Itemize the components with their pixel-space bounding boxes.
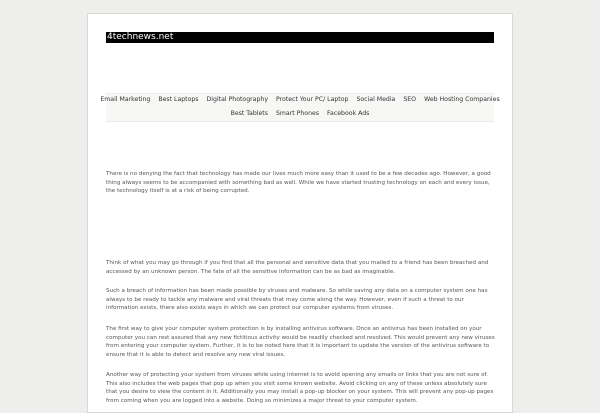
nav-row-1 (100, 96, 500, 104)
nav-item-seo[interactable]: SEO (403, 96, 417, 103)
site-title[interactable]: 4technews.net (106, 32, 494, 43)
article-paragraph: Think of what you may go through if you find that all the personal and sensitive data that you mailed to a friend has been breached and accessed by an unknown person. The fate of all the sensitive information can be as bad as imaginable. (106, 260, 489, 275)
nav-item-facebook-ads[interactable]: Facebook Ads (327, 110, 370, 117)
article-paragraph: Such a breach of information has been made possible by viruses and malware. So while saving any data on a computer system one has always to be ready to tackle any malware and viral threats that may come along the way. However, even if such a threat to our information exists, there also exists ways in which we can protect our computer systems from viruses. (106, 288, 488, 311)
nav-item-smart-phones[interactable]: Smart Phones (275, 110, 320, 117)
nav-item-best-laptops[interactable]: Best Laptops (158, 96, 199, 103)
nav-item-web-hosting[interactable]: Web Hosting Companies (424, 96, 500, 103)
nav-item-social-media[interactable]: Social Media (356, 96, 396, 103)
nav-item-digital-photography[interactable]: Digital Photography (206, 96, 268, 103)
nav-item-email-marketing[interactable]: Email Marketing (100, 96, 151, 103)
article-paragraph: The first way to give your computer system protection is by installing antivirus software. Once an antivirus has been installed on your computer you can rest assured that any new fictitious activity would be readily checked and resolved. This would prevent any new viruses from entering your computer system. Further, it is to be noted here that it is important to update the version of the antivirus software to ensure that it is able to detect and resolve any new viral issues. (106, 326, 495, 358)
article-paragraph: There is no denying the fact that technology has made our lives much more easy than it used to be a few decades ago. However, a good thing always seems to be accompanied with something bad as well. While we have started trusting technology on each and every issue, the technology itself is at a risk of being corrupted. (106, 171, 491, 194)
main-navigation (100, 93, 500, 122)
nav-item-best-tablets[interactable]: Best Tablets (230, 110, 268, 117)
nav-item-protect-your-pc[interactable]: Protect Your PC/ Laptop (276, 96, 349, 103)
article-paragraph: Another way of protecting your system from viruses while using internet is to avoid opening any emails or links that you are not sure of. This also includes the web pages that pop up when you visit some known website. Avoid clicking on any of these unless absolutely sure that you desire to view the content in it. Additionally you may install a pop-up blocker on your system. This will prevent any pop-up pages from coming when you are logged into a website. Doing so minimizes a major threat to your computer system. (106, 372, 494, 404)
page-container (87, 13, 513, 413)
nav-row-2 (106, 110, 494, 118)
